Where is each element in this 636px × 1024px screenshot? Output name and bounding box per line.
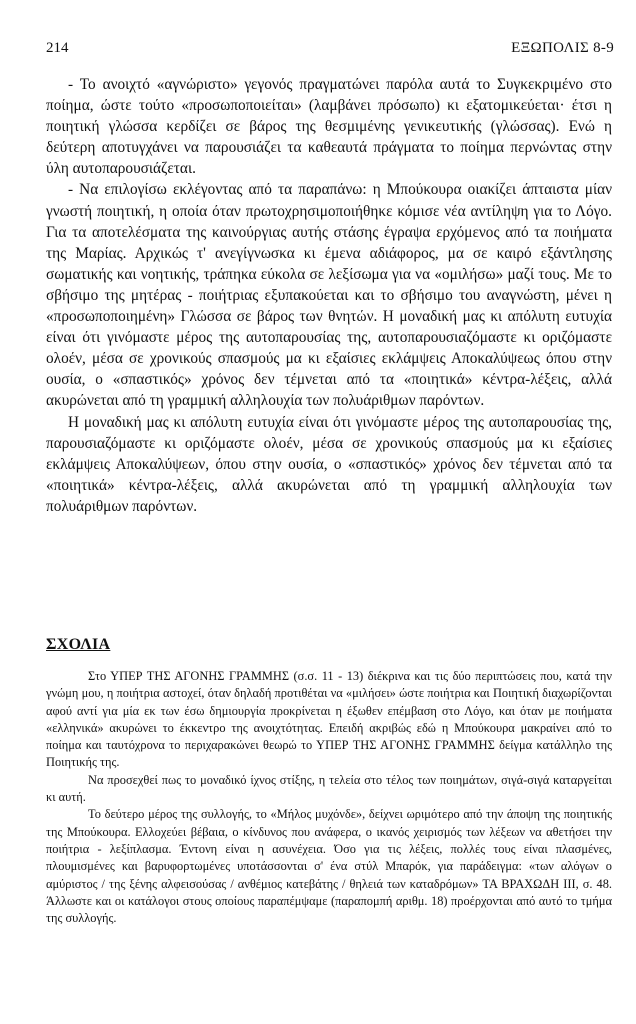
body-paragraph: Η μοναδική μας κι απόλυτη ευτυχία είναι ότι γινόμαστε μέρος της αυτοπαρουσίας της, παρουσιαζόμαστε κι οριζόμαστε ολοέν, μέσα σε χρονικούς σπασμούς μα κι εξαίσιες εκλάμψεις Αποκαλύψεων, όπου στην ουσία, ο «σπαστικός» χρόνος δεν τέμνεται από τα «ποιητικά» κέντρα-λέξεις, αλλά ακυρώνεται από τη γραμμική αλληλουχία των πολυάριθμων παρόντων.: [46, 413, 612, 515]
main-text: [46, 74, 612, 517]
note-paragraph: Να προσεχθεί πως το μοναδικό ίχνος στίξης, η τελεία στο τέλος των ποιημάτων, σιγά-σιγά καταργείται κι αυτή.: [46, 772, 612, 805]
scholia-heading: ΣΧΟΛΙΑ: [46, 636, 111, 653]
scholia-notes: [46, 668, 612, 927]
note-paragraph: Το δεύτερο μέρος της συλλογής, το «Μήλος μυχόνδε», δείχνει ωριμότερο από την άποψη της ποιητικής της Μπούκουρα. Ελλοχεύει βέβαια, ο κίνδυνος που ανάφερα, ο ικανός χειρισμός των λέξεων να αθετήσει την ποιήτρια - λεξίπλασμα. Έντονη είναι η ασυνέχεια. Όσο για τις λέξεις, πολλές τους είναι πλασμένες, πλουμισμένες και βαρυφορτωμένες υποτάσσονται σ' ένα στύλ Μπαρόκ, για παράδειγμα: «των αλόγων ο αμύριστος / της ξένης αλφεισούσας / ανθέμιος κατεβάτης / θηλειά των καταδρόμων» ΤΑ ΒΡΑΧΩΔΗ ΙΙΙ, σ. 48. Άλλωστε και οι κατάλογοι στους οποίους παραπέμψαμε (παραπομπή αριθμ. 18) προέρχονται από αυτό το τμήμα της συλλογής.: [46, 807, 612, 926]
body-paragraph: - Το ανοιχτό «αγνώριστο» γεγονός πραγματώνει παρόλα αυτά το Συγκεκριμένο στο ποίημα, ώστε τούτο «προσωποποιείται» (λαμβάνει πρόσωπο) κι εξατομικεύεται· έτσι η ποιητική γλώσσα κερδίζει σε βάρος της θεσμιμένης γενικευτικής (γλώσσας). Ενώ η δεύτερη αποτυγχάνει να παρουσιάζει τα καθεαυτά πράγματα το ποίημα περνώντας στην ύλη αυτοπαρουσιάζεται.: [46, 76, 612, 178]
page-number: 214: [46, 40, 69, 56]
running-title: ΕΞΩΠΟΛΙΣ 8-9: [511, 40, 614, 56]
note-paragraph: Στο ΥΠΕΡ ΤΗΣ ΑΓΟΝΗΣ ΓΡΑΜΜΗΣ (σ.σ. 11 - 13) διέκρινα και τις δύο περιπτώσεις που, κατά την γνώμη μου, η ποιήτρια αστοχεί, όταν δηλαδή προτιθέται να «μιλήσει» ώστε ποιήτρια και Ποιητική διαχωρίζονται αφού αντί για μία εκ των έσω δημιουργία προκρίνεται η έξωθεν επέμβαση στο Λόγο, και όταν με ποιήματα «ελληνικά» ακυρώνει το έκκεντρο της ανοιχτότητας. Επειδή ακριβώς εδώ η Μπούκουρα μακραίνει από το ποίημα και ταυτόχρονα το περιχαρακώνει θεωρώ το ΥΠΕΡ ΤΗΣ ΑΓΟΝΗΣ ΓΡΑΜΜΗΣ δείγμα κατάλληλο της Ποιητικής της.: [46, 669, 612, 770]
body-paragraph: - Να επιλογίσω εκλέγοντας από τα παραπάνω: η Μπούκουρα οιακίζει άπταιστα μίαν γνωστή ποιητική, η οποία όταν πρωτοχρησιμοποιήθηκε κόμισε νέα αντίληψη για το Λόγο. Για τα αποτελέσματα της καινούργιας αυτής στάσης έγραψα ερχόμενος από τα ποιήματα της Μαρίας. Αρχικώς τ' ανεγίγνωσκα κι έμενα αδιάφορος, μα σε καιρό εξάντλησης σωματικής και νοητικής, τράπηκα εύκολα σε λεξίσωμα για να «ομιλήσω» μαζί τους. Με το σβήσιμο της μητέρας - ποιήτριας εξυπακούεται και το σβήσιμο του αναγνώστη, μένει η «προσωποποιημένη» Γλώσσα σε βάρος των θνητών. Η μοναδική μας κι απόλυτη ευτυχία είναι ότι γινόμαστε μέρος της αυτοπαρουσίας της, αυτοπαρουσιαζόμαστε κι οριζόμαστε ολοέν, μέσα σε χρονικούς σπασμούς μα κι εξαίσιες εκλάμψεις Αποκαλύψεως όπου στην ουσία, ο «σπαστικός» χρόνος δεν τέμνεται από τα «ποιητικά» κέντρα-λέξεις, αλλά ακυρώνεται από τη γραμμική αλληλουχία των πολυάριθμων παρόντων.: [46, 181, 612, 410]
page-header: [46, 40, 614, 62]
